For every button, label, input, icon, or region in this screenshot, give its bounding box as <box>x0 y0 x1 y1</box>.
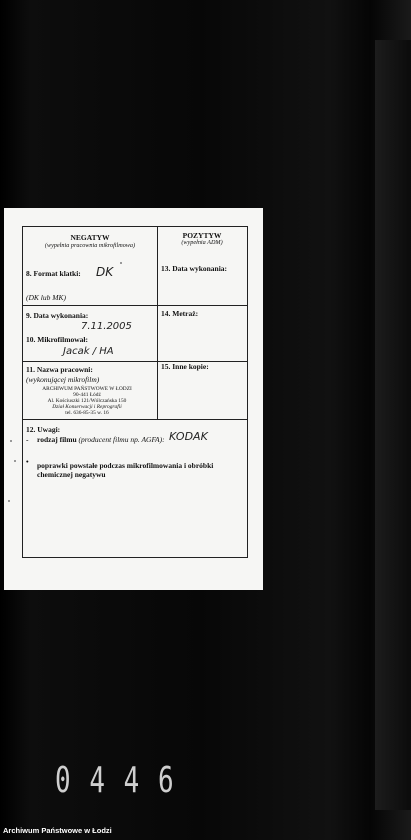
workshop-note: (wykonującej mikrofilm) <box>26 375 100 384</box>
frame-number: 0446 <box>55 760 193 801</box>
row-divider <box>23 361 247 362</box>
negatyw-subtitle: (wypełnia pracownia mikrofilmowa) <box>44 242 136 249</box>
microfilmed-by-label: 10. Mikrofilmował: <box>26 335 88 344</box>
film-speck <box>10 440 12 442</box>
pozytyw-subtitle: (wypełnia ADM) <box>181 239 223 246</box>
film-speck <box>8 500 10 502</box>
negatyw-title: NEGATYW <box>70 233 110 242</box>
workshop-label: 11. Nazwa pracowni: <box>26 365 93 374</box>
remark-corrections-line2: chemicznej negatywu <box>37 470 106 479</box>
film-type-label: rodzaj filmu <box>37 435 77 444</box>
film-type-note: (producent filmu np. AGFA): <box>78 435 165 444</box>
archive-stamp <box>37 387 137 419</box>
format-value: DK <box>96 265 114 279</box>
other-copies-label: 15. Inne kopie: <box>161 362 209 371</box>
column-divider <box>157 227 158 419</box>
row-divider <box>23 305 247 306</box>
signature: Jacak / HA <box>63 346 114 357</box>
film-type-value: KODAK <box>169 430 208 443</box>
form-table <box>22 226 248 558</box>
remarks-label: 12. Uwagi: <box>26 425 61 434</box>
date-positive-label: 13. Data wykonania: <box>161 264 228 273</box>
remark-film-type <box>37 436 165 444</box>
remark-corrections-line1: poprawki powstałe podczas mikrofilmowania i obróbki <box>37 461 214 470</box>
film-edge <box>375 40 411 810</box>
archive-footer: Archiwum Państwowe w Łodzi <box>3 826 112 835</box>
stamp-line: tel. 636-85-35 w. 16 <box>65 410 109 416</box>
row-divider <box>23 419 247 420</box>
bullet: - <box>26 435 29 444</box>
film-speck <box>14 460 16 462</box>
format-label: 8. Format klatki: <box>26 269 81 278</box>
stamp-line: ARCHIWUM PAŃSTWOWE W ŁODZI <box>42 386 132 392</box>
bullet: • <box>26 457 29 466</box>
length-label: 14. Metraż: <box>161 309 199 318</box>
stamp-line: Dział Konserwacji i Reprografii <box>52 404 122 410</box>
format-note: (DK lub MK) <box>26 293 66 302</box>
stamp-line: 90-441 Łódź <box>73 392 101 398</box>
pozytyw-title: POZYTYW <box>182 231 222 240</box>
date-negative-value: 7.11.2005 <box>81 321 132 332</box>
stamp-line: Al. Kościuszki 121/Wólczańska 150 <box>47 398 127 404</box>
date-negative-label: 9. Data wykonania: <box>26 311 89 320</box>
